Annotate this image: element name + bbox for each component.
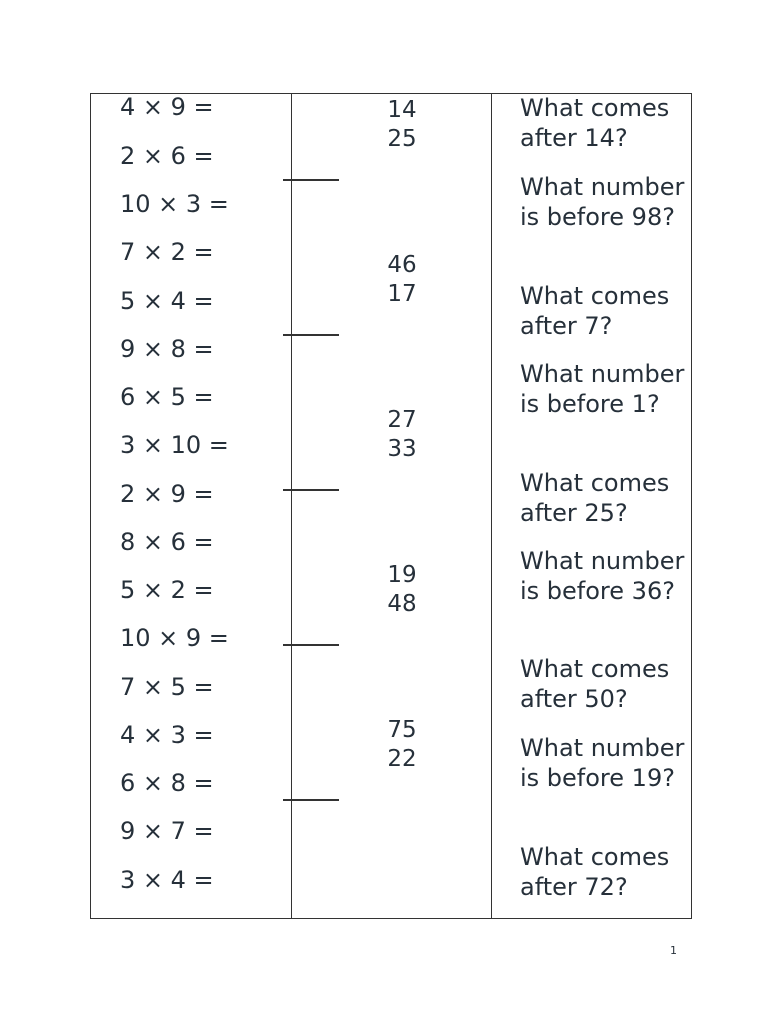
answer-line xyxy=(283,799,339,801)
multiplication-problem: 6 × 5 = xyxy=(120,383,214,411)
number-question: What comes after 25? xyxy=(520,469,670,527)
addition-bottom-number: 17 xyxy=(387,281,417,307)
addition-top-number: 75 xyxy=(387,717,417,743)
multiplication-problem: 9 × 8 = xyxy=(120,335,214,363)
multiplication-problem: 10 × 9 = xyxy=(120,624,229,652)
multiplication-problem: 4 × 9 = xyxy=(120,93,214,121)
multiplication-problem: 7 × 2 = xyxy=(120,238,214,266)
answer-line xyxy=(283,179,339,181)
number-question: What comes after 7? xyxy=(520,282,670,340)
number-question: What comes after 14? xyxy=(520,94,670,152)
number-question: What number is before 98? xyxy=(520,173,685,231)
number-question: What number is before 1? xyxy=(520,360,685,418)
answer-line xyxy=(283,334,339,336)
multiplication-problem: 9 × 7 = xyxy=(120,817,214,845)
addition-bottom-number: 22 xyxy=(387,746,417,772)
number-question: What number is before 36? xyxy=(520,547,685,605)
multiplication-problem: 2 × 9 = xyxy=(120,480,214,508)
addition-bottom-number: 25 xyxy=(387,126,417,152)
addition-top-number: 19 xyxy=(387,562,417,588)
multiplication-problem: 10 × 3 = xyxy=(120,190,229,218)
number-question: What number is before 19? xyxy=(520,734,685,792)
addition-bottom-number: 33 xyxy=(387,436,417,462)
multiplication-problem: 7 × 5 = xyxy=(120,673,214,701)
answer-line xyxy=(283,644,339,646)
addition-top-number: 46 xyxy=(387,252,417,278)
addition-top-number: 27 xyxy=(387,407,417,433)
addition-top-number: 14 xyxy=(387,97,417,123)
multiplication-problem: 8 × 6 = xyxy=(120,528,214,556)
addition-column xyxy=(291,94,492,918)
multiplication-problem: 5 × 4 = xyxy=(120,287,214,315)
multiplication-problem: 4 × 3 = xyxy=(120,721,214,749)
number-question: What comes after 72? xyxy=(520,843,670,901)
answer-line xyxy=(283,489,339,491)
multiplication-problem: 2 × 6 = xyxy=(120,142,214,170)
number-question: What comes after 50? xyxy=(520,655,670,713)
page-number: 1 xyxy=(670,944,677,957)
multiplication-problem: 3 × 4 = xyxy=(120,866,214,894)
multiplication-problem: 5 × 2 = xyxy=(120,576,214,604)
addition-bottom-number: 48 xyxy=(387,591,417,617)
multiplication-problem: 3 × 10 = xyxy=(120,431,229,459)
multiplication-problem: 6 × 8 = xyxy=(120,769,214,797)
